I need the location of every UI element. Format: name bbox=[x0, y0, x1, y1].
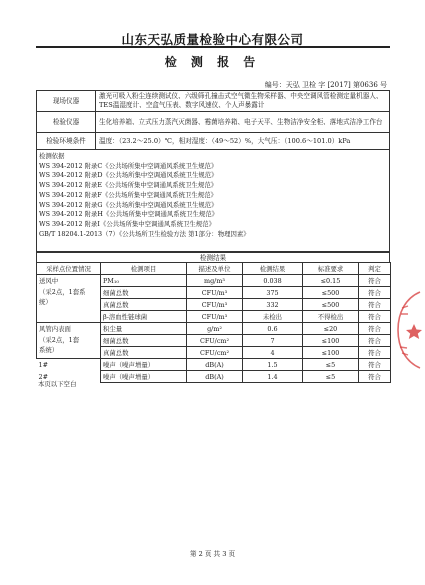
basis-line: WS 394-2012 附录D《公共场所集中空调通风系统卫生规范》 bbox=[39, 171, 218, 180]
verdict-cell: 符合 bbox=[359, 311, 391, 323]
table-row bbox=[37, 323, 391, 335]
item-cell: 真菌总数 bbox=[101, 347, 187, 359]
verdict-cell: 符合 bbox=[359, 275, 391, 287]
unit-cell: CFU/m³ bbox=[187, 287, 243, 299]
location-cell bbox=[37, 323, 101, 359]
blank-below-note: 本页以下空白 bbox=[38, 380, 77, 388]
result-cell: 0.6 bbox=[243, 323, 303, 335]
info-row bbox=[37, 133, 390, 150]
standard-cell: ≤100 bbox=[303, 335, 359, 347]
unit-cell: CFU/m³ bbox=[187, 299, 243, 311]
verdict-cell: 符合 bbox=[359, 359, 391, 371]
standard-cell: ≤5 bbox=[303, 359, 359, 371]
info-label: 检验环境条件 bbox=[37, 133, 96, 150]
column-header: 检测结果 bbox=[243, 263, 303, 275]
info-row bbox=[37, 91, 390, 112]
standard-cell: ≤500 bbox=[303, 287, 359, 299]
basis-line: WS 394-2012 附录E《公共场所集中空调通风系统卫生规范》 bbox=[39, 181, 218, 190]
basis-line: WS 394-2012 附录H《公共场所集中空调通风系统卫生规范》 bbox=[39, 210, 219, 219]
unit-cell: CFU/m³ bbox=[187, 311, 243, 323]
standard-cell: 不得检出 bbox=[303, 311, 359, 323]
location-cell: 2# bbox=[38, 372, 48, 381]
basis-line: GB/T 18204.1-2013（7）《公共场所卫生检验方法 第1部分：物理因素》 bbox=[39, 229, 250, 238]
info-value: 温度：（23.2～25.0）℃，相对湿度：（49～52）%，大气压：（100.6～101.0）kPa bbox=[96, 133, 390, 150]
table-row bbox=[37, 275, 391, 287]
table-row bbox=[37, 371, 391, 383]
info-row bbox=[37, 112, 390, 133]
location-line: （采2点，1套系 bbox=[39, 287, 86, 296]
verdict-cell: 符合 bbox=[359, 347, 391, 359]
column-header: 标准要求 bbox=[303, 263, 359, 275]
item-cell: β-溶血性链球菌 bbox=[101, 311, 187, 323]
item-cell: 积尘量 bbox=[101, 323, 187, 335]
results-header-row bbox=[37, 263, 391, 275]
result-cell: 0.038 bbox=[243, 275, 303, 287]
standard-cell: ≤0.15 bbox=[303, 275, 359, 287]
standard-cell: ≤5 bbox=[303, 371, 359, 383]
unit-cell: dB(A) bbox=[187, 371, 243, 383]
verdict-cell: 符合 bbox=[359, 287, 391, 299]
seal-star-icon bbox=[406, 324, 422, 339]
location-line: （采2点，1套 bbox=[39, 335, 80, 344]
column-header: 判定 bbox=[359, 263, 391, 275]
document-number: 编号：天弘 卫检 字 [2017] 第0636 号 bbox=[264, 81, 387, 89]
result-cell: 375 bbox=[243, 287, 303, 299]
result-cell: 7 bbox=[243, 335, 303, 347]
item-cell: 细菌总数 bbox=[101, 287, 187, 299]
location-cell: 1# bbox=[38, 360, 48, 369]
unit-cell: mg/m³ bbox=[187, 275, 243, 287]
unit-cell: g/m² bbox=[187, 323, 243, 335]
location-cell bbox=[37, 275, 101, 323]
unit-cell: CFU/cm² bbox=[187, 347, 243, 359]
standard-cell: ≤500 bbox=[303, 299, 359, 311]
info-label: 检验仪器 bbox=[37, 112, 96, 133]
company-name: 山东天弘质量检验中心有限公司 bbox=[121, 32, 304, 47]
info-label: 现场仪器 bbox=[37, 91, 96, 112]
location-line: 统） bbox=[39, 298, 52, 306]
table-row bbox=[37, 359, 391, 371]
column-header: 描述及单位 bbox=[187, 263, 243, 275]
result-cell: 332 bbox=[243, 299, 303, 311]
basis-line: WS 394-2012 附录I《公共场所集中空调通风系统卫生规范》 bbox=[39, 219, 215, 228]
basis-line: WS 394-2012 附录F《公共场所集中空调通风系统卫生规范》 bbox=[39, 190, 217, 199]
standard-cell: ≤100 bbox=[303, 347, 359, 359]
result-cell: 4 bbox=[243, 347, 303, 359]
item-cell: 真菌总数 bbox=[101, 299, 187, 311]
location-line: 系统） bbox=[39, 346, 59, 354]
page-footer: 第 2 页 共 3 页 bbox=[189, 550, 236, 558]
column-header: 采样点位置情况 bbox=[37, 263, 101, 275]
test-basis-section bbox=[36, 150, 390, 252]
basis-line: WS 394-2012 附录C《公共场所集中空调通风系统卫生规范》 bbox=[39, 161, 218, 170]
column-header: 检测项目 bbox=[101, 263, 187, 275]
result-cell: 1.4 bbox=[243, 371, 303, 383]
info-value: 激光可吸入粉尘连续测试仪、六级筛孔撞击式空气微生物采样器、中央空调风管检测定量机器人、TES温湿度计、空盒气压表、数字风速仪、个人声暴露计 bbox=[96, 91, 390, 112]
standard-cell: ≤20 bbox=[303, 323, 359, 335]
instrument-info-table bbox=[36, 90, 390, 150]
unit-cell: dB(A) bbox=[187, 359, 243, 371]
verdict-cell: 符合 bbox=[359, 323, 391, 335]
verdict-cell: 符合 bbox=[359, 299, 391, 311]
location-line: 送风中 bbox=[39, 277, 59, 285]
unit-cell: CFU/cm² bbox=[187, 335, 243, 347]
red-seal-stamp bbox=[392, 290, 422, 370]
results-table bbox=[36, 262, 391, 383]
item-cell: PM₁₀ bbox=[101, 275, 187, 287]
info-value: 生化培养箱、立式压力蒸汽灭菌器、霉菌培养箱、电子天平、生物洁净安全柜、落地式洁净工作台 bbox=[96, 112, 390, 133]
header-rule bbox=[36, 46, 390, 48]
verdict-cell: 符合 bbox=[359, 335, 391, 347]
result-cell: 1.5 bbox=[243, 359, 303, 371]
result-cell: 未检出 bbox=[243, 311, 303, 323]
item-cell: 噪声（噪声增量） bbox=[101, 359, 187, 371]
results-heading: 检测结果 bbox=[36, 252, 390, 263]
basis-line: WS 394-2012 附录G《公共场所集中空调通风系统卫生规范》 bbox=[39, 200, 218, 209]
item-cell: 噪声（噪声增量） bbox=[101, 371, 187, 383]
report-title: 检 测 报 告 bbox=[164, 55, 261, 69]
item-cell: 细菌总数 bbox=[101, 335, 187, 347]
location-line: 风管内表面 bbox=[39, 325, 71, 333]
verdict-cell: 符合 bbox=[359, 371, 391, 383]
basis-heading: 检测依据 bbox=[39, 152, 65, 160]
